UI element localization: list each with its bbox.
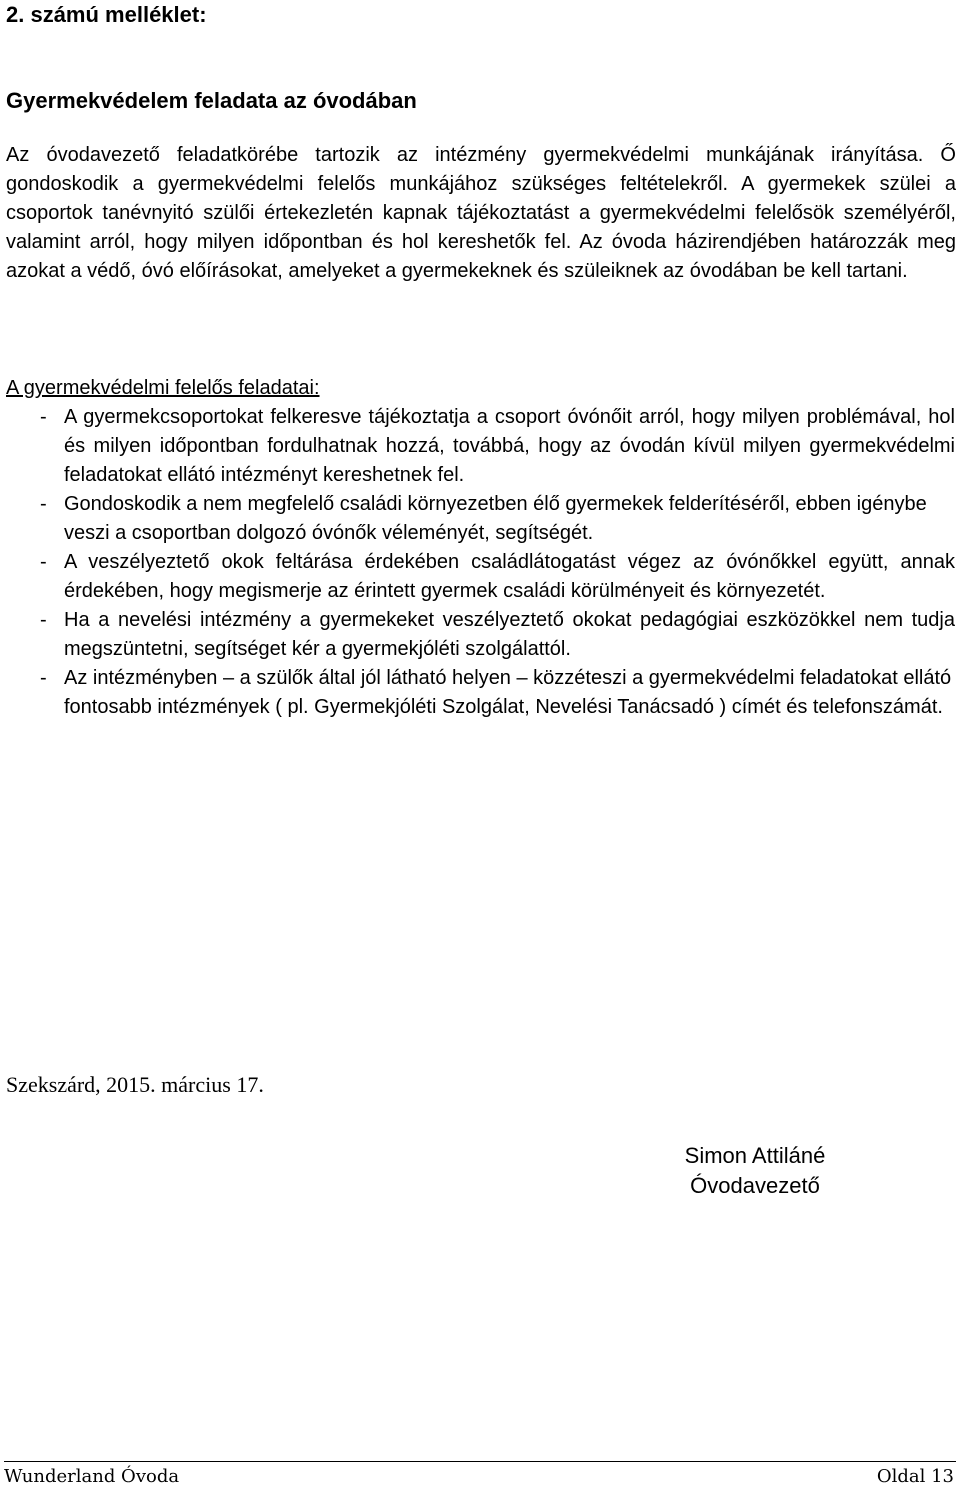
list-item-text: Gondoskodik a nem megfelelő családi környezetben élő gyermekek felderítéséről, ebben igénybe veszi a csoportban dolgozó óvónők véleményét, segítségét. [64,493,927,544]
place-date: Szekszárd, 2015. március 17. [6,1072,264,1097]
list-dash: - [40,609,47,631]
footer-institution: Wunderland Óvoda [4,1466,180,1487]
list-item [0,548,955,606]
list-dash: - [40,406,47,428]
duties-heading: A gyermekvédelmi felelős feladatai: [6,377,320,399]
list-item [0,490,955,548]
annex-label: 2. számú melléklet: [6,2,207,27]
section-title: Gyermekvédelem feladata az óvodában [6,88,417,113]
list-item [0,403,955,490]
list-dash: - [40,551,47,573]
signature-block [620,1141,890,1201]
list-item [0,664,955,722]
list-item-text: Ha a nevelési intézmény a gyermekeket veszélyeztető okokat pedagógiai eszközökkel nem tudja megszüntetni, segítséget kér a gyermekjóléti szolgálattól. [64,609,955,660]
intro-paragraph: Az óvodavezető feladatkörébe tartozik az intézmény gyermekvédelmi munkájának irányítása. Ő gondoskodik a gyermekvédelmi felelős munkájához szükséges feltételekről. A gyermekek szülei a csoportok tanévnyitó szülői értekezletén kapnak tájékoztatást a gyermekvédelmi felelősök személyéről, valamint arról, hogy milyen időpontban és hol kereshetők fel. Az óvoda házirendjében határozzák meg azokat a védő, óvó előírásokat, amelyeket a gyermekeknek és szüleiknek az óvodában be kell tartani. [6,144,956,282]
list-item-text: A gyermekcsoportokat felkeresve tájékoztatja a csoport óvónőit arról, hogy milyen problémával, hol és milyen időpontban fordulhatnak hozzá, továbbá, hogy az óvodán kívül milyen gyermekvédelmi feladatokat ellátó intézményt kereshetnek fel. [64,406,955,486]
footer-page-number: Oldal 13 [876,1466,954,1487]
list-dash: - [40,667,47,689]
list-item-text: A veszélyeztető okok feltárása érdekében családlátogatást végez az óvónőkkel együtt, annak érdekében, hogy megismerje az érintett gyermek családi körülményeit és környezetét. [64,551,955,602]
signer-role: Óvodavezető [690,1173,820,1198]
list-item [0,606,955,664]
signer-name: Simon Attiláné [684,1143,826,1168]
list-item-text: Az intézményben – a szülők által jól látható helyen – közzéteszi a gyermekvédelmi feladatokat ellátó fontosabb intézmények ( pl. Gyermekjóléti Szolgálat, Nevelési Tanácsadó ) címét és telefonszámát. [64,667,952,718]
footer-divider [4,1461,956,1462]
duties-list [0,403,960,722]
list-dash: - [40,493,47,515]
